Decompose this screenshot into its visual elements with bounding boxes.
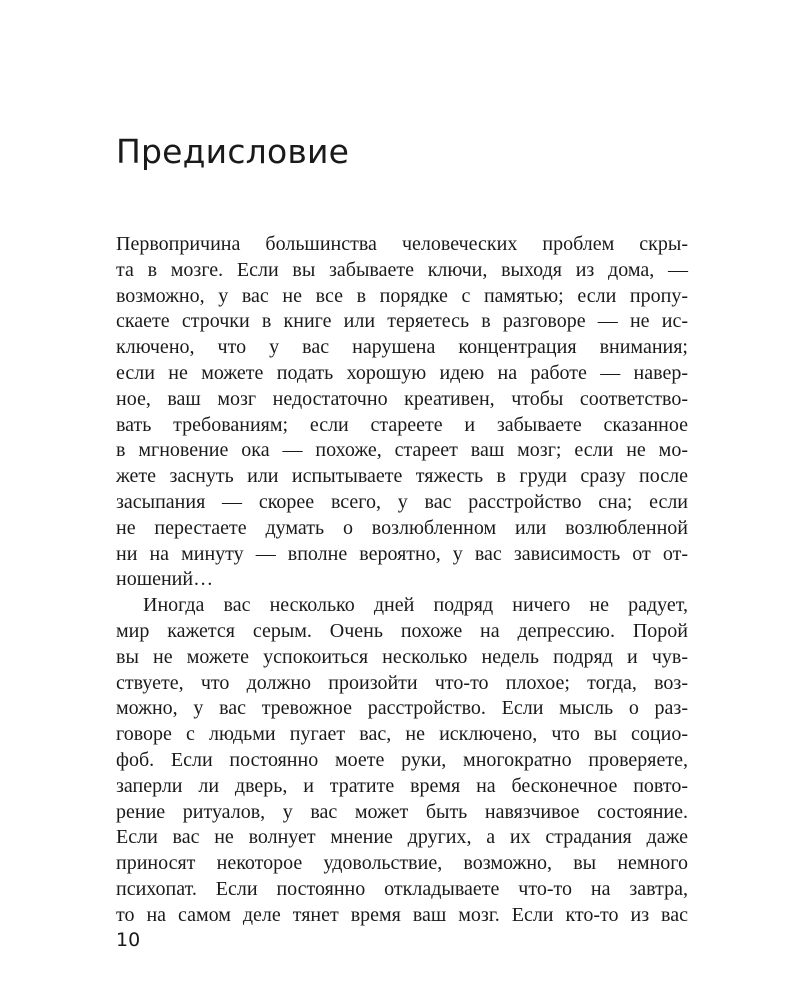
text-line: Иногда вас несколько дней подряд ничего не радует, bbox=[143, 594, 688, 617]
text-line: то на самом деле тянет время ваш мозг. Если кто-то из вас bbox=[116, 903, 688, 926]
text-line: рение ритуалов, у вас может быть навязчивое состояние. bbox=[116, 800, 688, 823]
text-line: фоб. Если постоянно моете руки, многократно проверяете, bbox=[116, 748, 688, 771]
text-line: если не можете подать хорошую идею на работе — навер- bbox=[116, 361, 688, 384]
text-line: ношений… bbox=[116, 568, 214, 591]
text-line: можно, у вас тревожное расстройство. Если мысль о раз- bbox=[116, 697, 688, 720]
text-line: не перестаете думать о возлюбленном или возлюбленной bbox=[116, 516, 688, 539]
text-line: ное, ваш мозг недостаточно креативен, чтобы соответство- bbox=[116, 387, 688, 410]
chapter-title: Предисловие bbox=[116, 132, 350, 171]
text-line: жете заснуть или испытываете тяжесть в груди сразу после bbox=[116, 465, 688, 488]
text-line: скаете строчки в книге или теряетесь в разговоре — не ис- bbox=[116, 310, 688, 333]
text-line: вать требованиям; если стареете и забываете сказанное bbox=[116, 413, 688, 436]
text-line: говоре с людьми пугает вас, не исключено, что вы социо- bbox=[116, 723, 688, 746]
paragraph bbox=[116, 593, 688, 928]
text-line: заперли ли дверь, и тратите время на бесконечное повто- bbox=[116, 774, 688, 797]
text-line: приносят некоторое удовольствие, возможно, вы немного bbox=[116, 852, 688, 875]
text-line: ни на минуту — вполне вероятно, у вас зависимость от от- bbox=[116, 542, 688, 565]
text-line: в мгновение ока — похоже, стареет ваш мозг; если не мо- bbox=[116, 439, 688, 462]
text-line: та в мозге. Если вы забываете ключи, выходя из дома, — bbox=[116, 258, 688, 281]
text-line: ключено, что у вас нарушена концентрация внимания; bbox=[116, 336, 688, 359]
page-number: 10 bbox=[116, 929, 141, 951]
text-line: Первопричина большинства человеческих проблем скры- bbox=[116, 233, 688, 255]
text-line: психопат. Если постоянно откладываете что-то на завтра, bbox=[116, 877, 688, 900]
text-line: ствуете, что должно произойти что-то плохое; тогда, воз- bbox=[116, 671, 688, 694]
paragraph bbox=[116, 232, 688, 593]
text-line: мир кажется серым. Очень похоже на депрессию. Порой bbox=[116, 619, 688, 642]
text-line: вы не можете успокоиться несколько недель подряд и чув- bbox=[116, 645, 688, 668]
text-line: Если вас не волнует мнение других, а их страдания даже bbox=[116, 826, 688, 849]
body-text bbox=[116, 232, 688, 929]
text-line: засыпания — скорее всего, у вас расстройство сна; если bbox=[116, 490, 688, 513]
text-line: возможно, у вас не все в порядке с памятью; если пропу- bbox=[116, 284, 688, 307]
